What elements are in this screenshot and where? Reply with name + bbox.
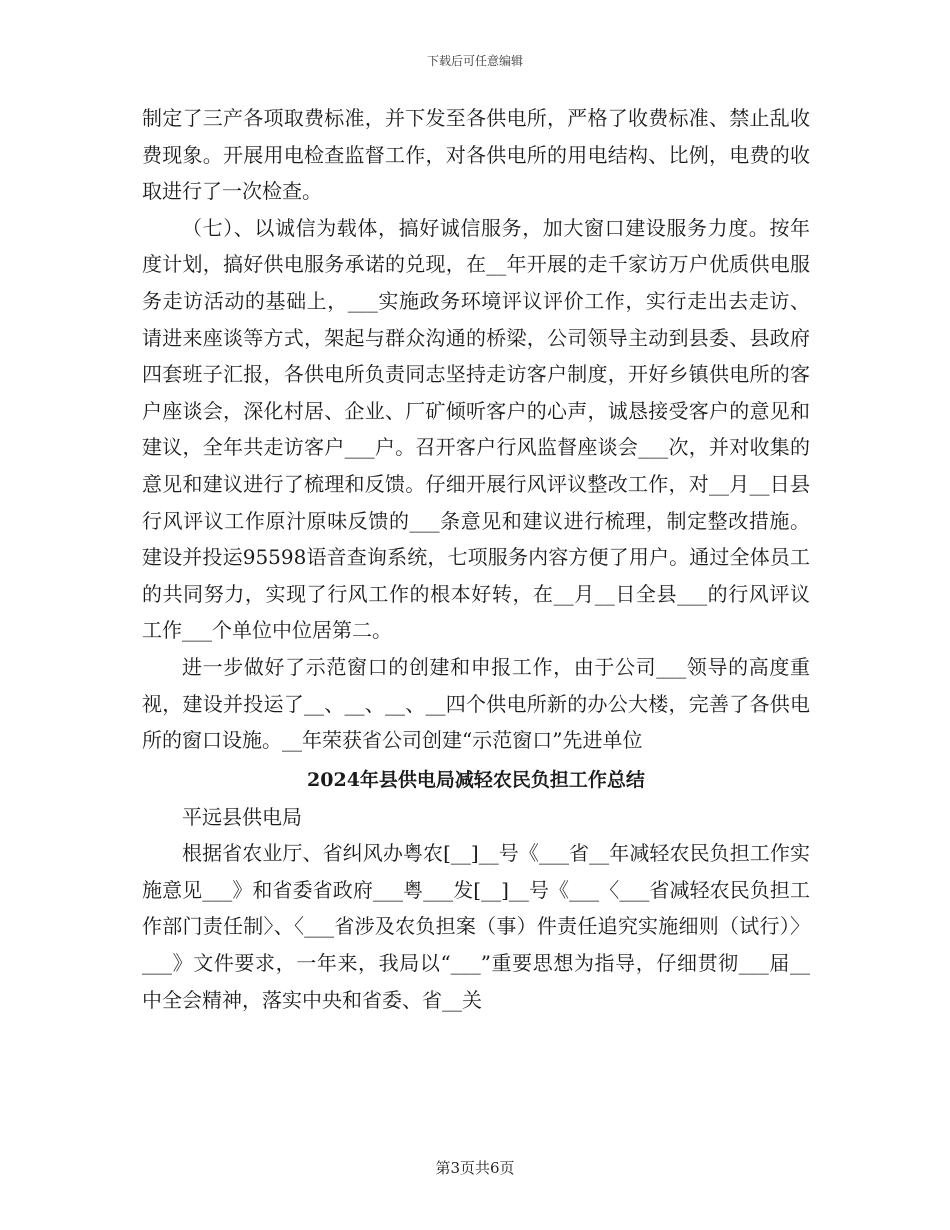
paragraph-policy-basis: 根据省农业厅、省纠风办粤农[__]__号《___省__年减轻农民负担工作实施意见___》和省委省政府___粤___发[__]__号《___〈___省减轻农民负担工作部门责任制〉、〈___省涉及农负担案（事）件责任追究实施细则（试行）〉___》文件要求，一年来，我局以“___”重要思想为指导，仔细贯彻___届__中全会精神，落实中央和省委、省__关: [142, 841, 810, 1012]
page-number: 第3页共6页: [435, 1159, 515, 1177]
header-note: 下载后可任意编辑: [426, 54, 523, 68]
paragraph-integrity-service: （七）、以诚信为载体，搞好诚信服务，加大窗口建设服务力度。按年度计划，搞好供电服务承诺的兑现，在__年开展的走千家访万户优质供电服务走访活动的基础上，___实施政务环境评议评价工作，实行走出去走访、请进来座谈等方式，架起与群众沟通的桥梁，公司领导主动到县委、县政府四套班子汇报，各供电所负责同志坚持走访客户制度，开好乡镇供电所的客户座谈会，深化村居、企业、厂矿倾听客户的心声，诚恳接受客户的意见和建议，全年共走访客户___户。召开客户行风监督座谈会___次，并对收集的意见和建议进行了梳理和反馈。仔细开展行风评议整改工作，对__月__日县行风评议工作原汁原味反馈的___条意见和建议进行梳理，制定整改措施。建设并投运95598语音查询系统，七项服务内容方便了用户。通过全体员工的共同努力，实现了行风工作的根本好转，在__月__日全县___的行风评议工作___个单位中位居第二。: [142, 215, 810, 643]
paragraph-fee-standards: 制定了三产各项取费标准，并下发至各供电所，严格了收费标准、禁止乱收费现象。开展用电检查监督工作，对各供电所的用电结构、比例，电费的收取进行了一次检查。: [142, 106, 810, 204]
section-title: 2024年县供电局减轻农民负担工作总结: [307, 768, 645, 791]
paragraph-model-window: 进一步做好了示范窗口的创建和申报工作，由于公司___领导的高度重视，建设并投运了__、__、__、__四个供电所新的办公大楼，完善了各供电所的窗口设施。__年荣获省公司创建“示范窗口”先进单位: [142, 654, 810, 753]
document-body: [142, 100, 810, 1018]
organization-name: 平远县供电局: [182, 804, 302, 829]
